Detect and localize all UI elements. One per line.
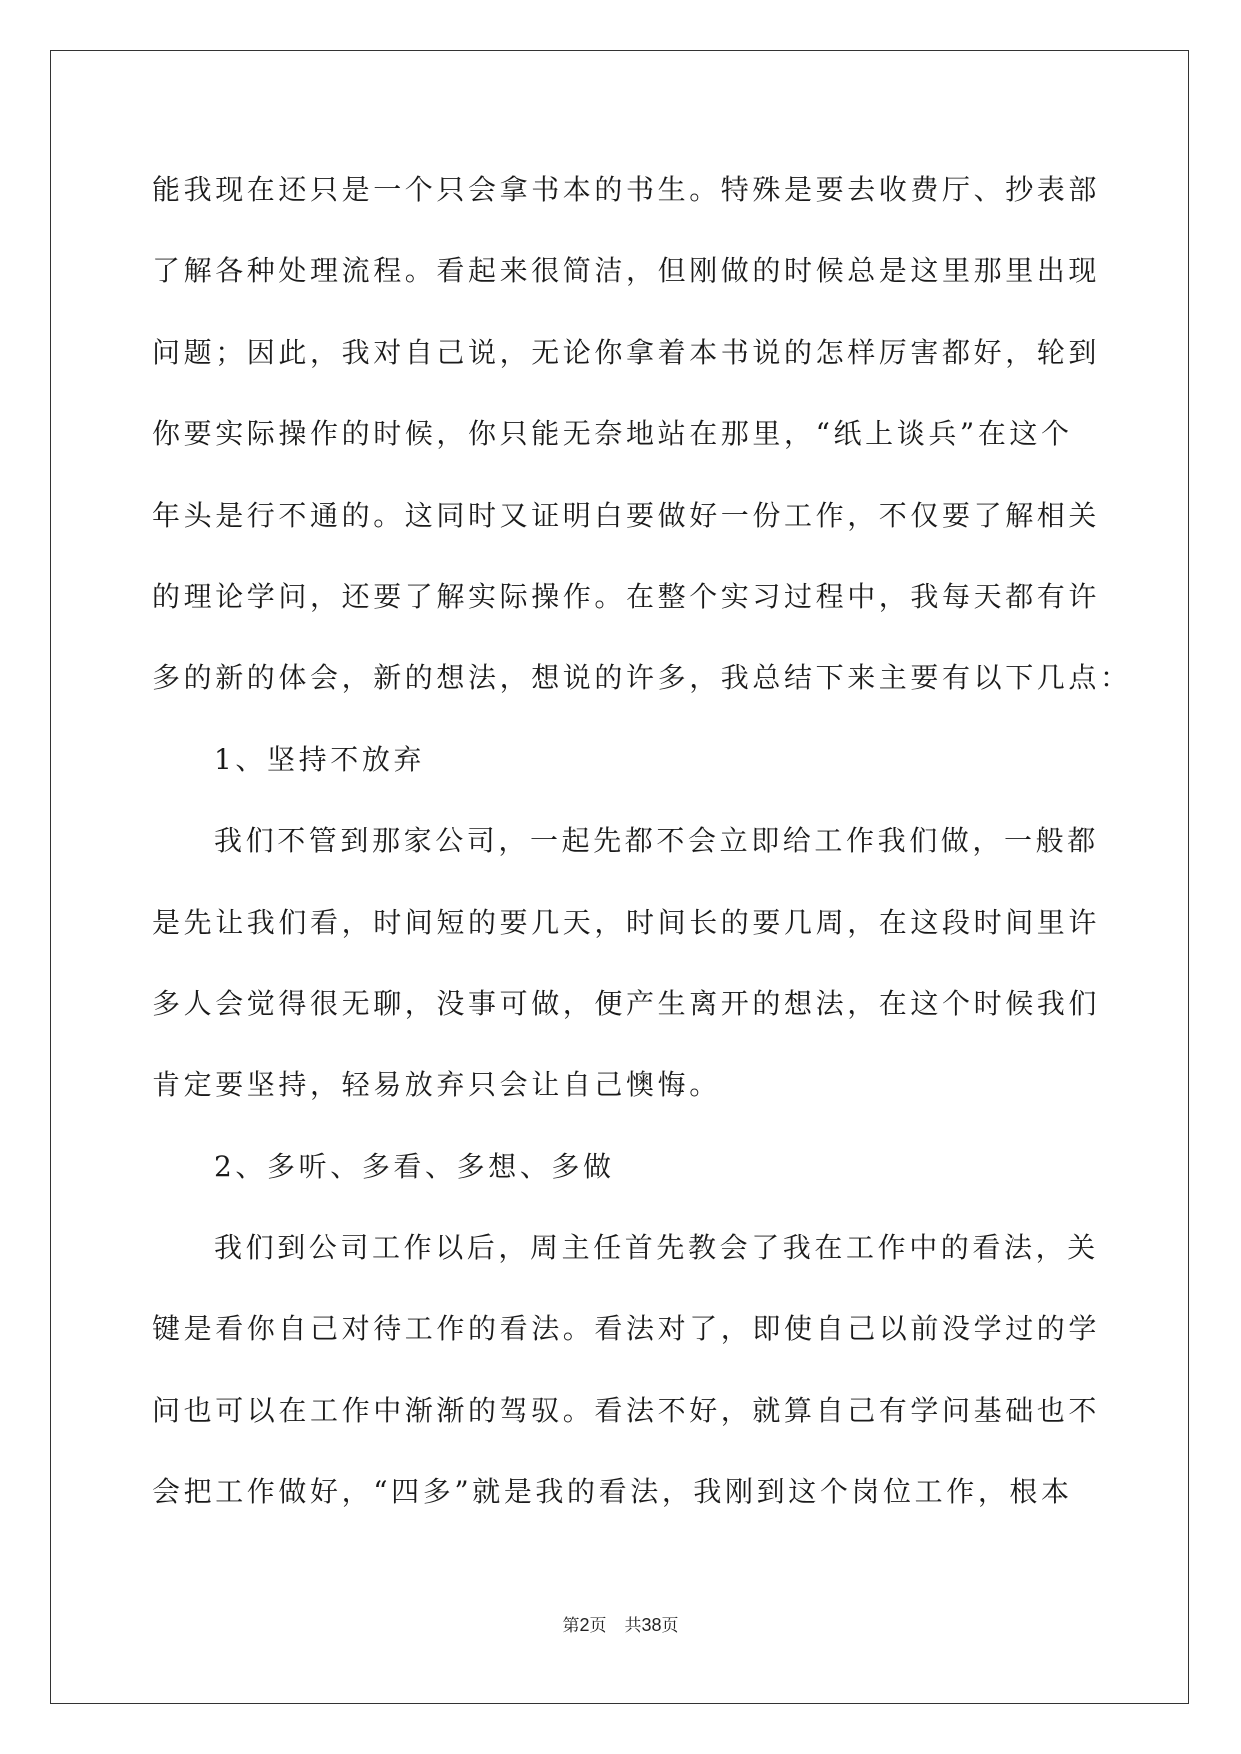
text-line: 是先让我们看，时间短的要几天，时间长的要几周，在这段时间里许 [152,905,1101,939]
text-line: 多的新的体会，新的想法，想说的许多，我总结下来主要有以下几点： [152,661,1132,695]
text-line: 键是看你自己对待工作的看法。看法对了，即使自己以前没学过的学 [152,1312,1101,1346]
text-line: 多人会觉得很无聊，没事可做，便产生离开的想法，在这个时候我们 [152,986,1101,1020]
text-line: 2、多听、多看、多想、多做 [214,1149,615,1183]
page-prefix: 第 [562,1616,580,1635]
text-line: 年头是行不通的。这同时又证明白要做好一份工作，不仅要了解相关 [152,498,1101,532]
document-body [152,163,1132,1547]
text-line: 你要实际操作的时候，你只能无奈地站在那里，“纸上谈兵”在这个 [152,417,1073,451]
text-line: 我们到公司工作以后，周主任首先教会了我在工作中的看法，关 [214,1231,1099,1265]
total-prefix: 共 [624,1616,642,1635]
text-line: 1、坚持不放弃 [214,742,426,776]
text-line: 我们不管到那家公司，一起先都不会立即给工作我们做，一般都 [214,824,1099,858]
text-line: 会把工作做好，“四多”就是我的看法，我刚到这个岗位工作，根本 [152,1475,1073,1509]
page-suffix: 页 [589,1616,607,1635]
text-line: 问也可以在工作中渐渐的驾驭。看法不好，就算自己有学问基础也不 [152,1393,1101,1427]
text-line: 了解各种处理流程。看起来很简洁，但刚做的时候总是这里那里出现 [152,254,1101,288]
page-number: 2 [579,1615,590,1635]
total-suffix: 页 [661,1616,679,1635]
text-line: 的理论学问，还要了解实际操作。在整个实习过程中，我每天都有许 [152,579,1101,613]
page-footer [0,1611,1241,1636]
total-pages: 38 [641,1615,662,1635]
text-line: 肯定要坚持，轻易放弃只会让自己懊悔。 [152,1068,721,1102]
text-line: 问题；因此，我对自己说，无论你拿着本书说的怎样厉害都好，轮到 [152,335,1101,369]
text-line: 能我现在还只是一个只会拿书本的书生。特殊是要去收费厅、抄表部 [152,173,1101,206]
